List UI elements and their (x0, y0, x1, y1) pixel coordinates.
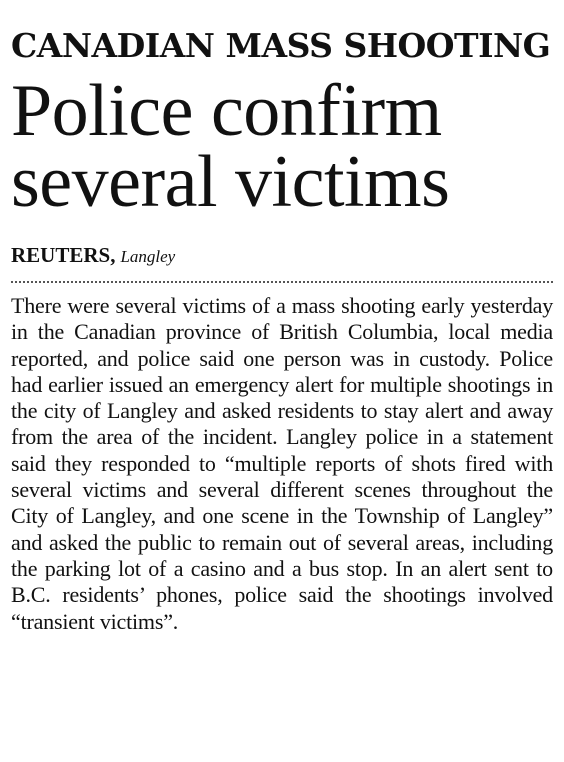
byline-separator: , (110, 243, 116, 267)
news-article (11, 24, 553, 657)
dotted-divider (11, 281, 553, 283)
byline-agency: REUTERS (11, 243, 111, 267)
article-headline: Police confirm several victims (11, 70, 450, 223)
article-body: There were several victims of a mass shooting early yesterday in the Canadian province of British Columbia, local media reported, and police said one person was in custody. Police had earlier issued an emergency alert for multiple shootings in the city of Langley and asked residents to stay alert and away from the area of the incident. Langley police in a statement said they responded to “multiple reports of shots fired with several victims and several different scenes throughout the City of Langley, and one scene in the Township of Langley” and asked the public to remain out of several areas, including the parking lot of a casino and a bus stop. In an alert sent to B.C. residents’ phones, police said the shootings involved “transient victims”. (11, 293, 553, 634)
byline-location: Langley (120, 247, 176, 266)
article-byline (11, 242, 553, 271)
article-kicker: CANADIAN MASS SHOOTING (11, 26, 551, 65)
